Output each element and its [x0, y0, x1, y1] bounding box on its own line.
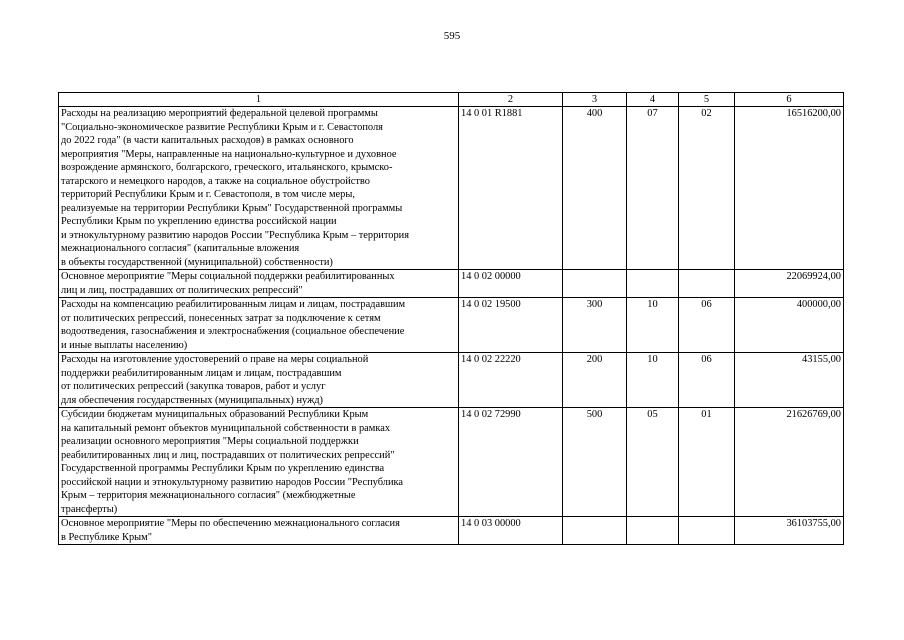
row-col5: 02	[679, 107, 735, 270]
row-amount: 16516200,00	[735, 107, 844, 270]
row-col3: 300	[563, 298, 627, 353]
row-col5: 06	[679, 298, 735, 353]
row-col5	[679, 270, 735, 298]
row-code: 14 0 03 00000	[459, 517, 563, 545]
table-row	[59, 517, 844, 545]
row-col4: 05	[627, 408, 679, 517]
row-amount: 36103755,00	[735, 517, 844, 545]
row-code: 14 0 02 22220	[459, 353, 563, 408]
row-code: 14 0 02 19500	[459, 298, 563, 353]
row-code: 14 0 01 R1881	[459, 107, 563, 270]
row-description: Расходы на реализацию мероприятий федеральной целевой программы "Социально-экономическое развитие Республики Крым и г. Севастополя до 2022 года" (в части капитальных расходов) в рамках основного мероприятия "Меры, направленные на национально-культурное и духовное возрождение армянского, болгарского, греческого, итальянского, крымско- татарского и немецкого народов, а также на социальное обустройство территорий Республики Крым и г. Севастополя, в том числе меры, реализуемые на территории Республики Крым" Государственной программы Республики Крым по укреплению единства российской нации и этнокультурному развитию народов России "Республика Крым – территория межнационального согласия" (капитальные вложения в объекты государственной (муниципальной) собственности)	[59, 107, 459, 270]
row-code: 14 0 02 72990	[459, 408, 563, 517]
row-col3: 400	[563, 107, 627, 270]
row-col4: 07	[627, 107, 679, 270]
row-col3: 500	[563, 408, 627, 517]
row-col3	[563, 517, 627, 545]
row-amount: 43155,00	[735, 353, 844, 408]
table-row	[59, 353, 844, 408]
row-description: Расходы на компенсацию реабилитированным лицам и лицам, пострадавшим от политических репрессий, понесенных затрат за подключение к сетям водоотведения, газоснабжения и электроснабжения (социальное обеспечение и иные выплаты населению)	[59, 298, 459, 353]
page-number: 595	[443, 30, 461, 42]
row-col4	[627, 517, 679, 545]
table-row	[59, 270, 844, 298]
column-header-2: 2	[459, 93, 563, 107]
row-col5	[679, 517, 735, 545]
row-amount: 22069924,00	[735, 270, 844, 298]
row-col5: 01	[679, 408, 735, 517]
row-col5: 06	[679, 353, 735, 408]
row-col4: 10	[627, 353, 679, 408]
column-header-4: 4	[627, 93, 679, 107]
row-description: Основное мероприятие "Меры социальной поддержки реабилитированных лиц и лиц, пострадавших от политических репрессий"	[59, 270, 459, 298]
row-amount: 21626769,00	[735, 408, 844, 517]
column-header-3: 3	[563, 93, 627, 107]
row-code: 14 0 02 00000	[459, 270, 563, 298]
column-header-1: 1	[59, 93, 459, 107]
row-description: Расходы на изготовление удостоверений о праве на меры социальной поддержки реабилитированным лицам и лицам, пострадавшим от политических репрессий (закупка товаров, работ и услуг для обеспечения государственных (муниципальных) нужд)	[59, 353, 459, 408]
row-col3	[563, 270, 627, 298]
table-row	[59, 107, 844, 270]
column-header-5: 5	[679, 93, 735, 107]
table-row	[59, 408, 844, 517]
table-header-row	[59, 93, 844, 107]
row-amount: 400000,00	[735, 298, 844, 353]
row-col4	[627, 270, 679, 298]
budget-table	[58, 92, 844, 545]
row-description: Основное мероприятие "Меры по обеспечению межнационального согласия в Республике Крым"	[59, 517, 459, 545]
table-row	[59, 298, 844, 353]
row-col4: 10	[627, 298, 679, 353]
column-header-6: 6	[735, 93, 844, 107]
row-col3: 200	[563, 353, 627, 408]
row-description: Субсидии бюджетам муниципальных образований Республики Крым на капитальный ремонт объектов муниципальной собственности в рамках реализации основного мероприятия "Меры социальной поддержки реабилитированных лиц и лиц, пострадавших от политических репрессий" Государственной программы Республики Крым по укреплению единства российской нации и этнокультурному развитию народов России "Республика Крым – территория межнационального согласия" (межбюджетные трансферты)	[59, 408, 459, 517]
